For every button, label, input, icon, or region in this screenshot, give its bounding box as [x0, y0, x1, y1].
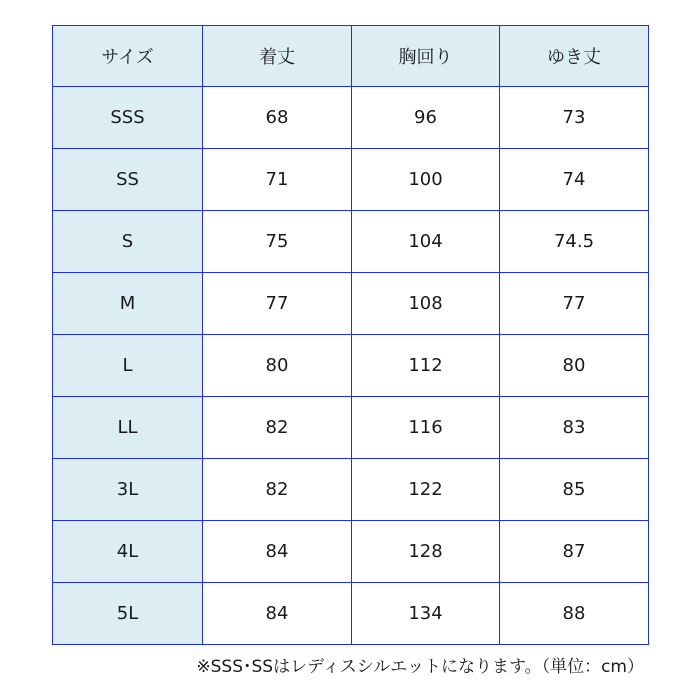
table-row [53, 273, 649, 335]
size-cell: S [53, 211, 203, 273]
table-row [53, 149, 649, 211]
size-cell: SSS [53, 87, 203, 149]
header-size: サイズ [53, 26, 203, 87]
length-cell: 82 [203, 459, 352, 521]
length-cell: 71 [203, 149, 352, 211]
length-cell: 84 [203, 521, 352, 583]
chest-cell: 96 [352, 87, 500, 149]
header-length: 着丈 [203, 26, 352, 87]
size-cell: 5L [53, 583, 203, 645]
table-row [53, 521, 649, 583]
chest-cell: 134 [352, 583, 500, 645]
length-cell: 80 [203, 335, 352, 397]
sleeve-cell: 80 [500, 335, 649, 397]
size-cell: L [53, 335, 203, 397]
sleeve-cell: 74.5 [500, 211, 649, 273]
size-cell: SS [53, 149, 203, 211]
table-body [53, 87, 649, 645]
length-cell: 68 [203, 87, 352, 149]
size-chart-table [52, 25, 649, 645]
chest-cell: 100 [352, 149, 500, 211]
sleeve-cell: 85 [500, 459, 649, 521]
size-cell: 3L [53, 459, 203, 521]
table-header [53, 26, 649, 87]
sleeve-cell: 74 [500, 149, 649, 211]
table-row [53, 583, 649, 645]
header-chest: 胸回り [352, 26, 500, 87]
length-cell: 77 [203, 273, 352, 335]
header-row [53, 26, 649, 87]
sleeve-cell: 77 [500, 273, 649, 335]
length-cell: 84 [203, 583, 352, 645]
chest-cell: 112 [352, 335, 500, 397]
size-cell: LL [53, 397, 203, 459]
length-cell: 82 [203, 397, 352, 459]
sleeve-cell: 88 [500, 583, 649, 645]
chest-cell: 116 [352, 397, 500, 459]
table-row [53, 211, 649, 273]
sleeve-cell: 73 [500, 87, 649, 149]
table-row [53, 87, 649, 149]
sleeve-cell: 83 [500, 397, 649, 459]
footnote: ※SSS･SSはレディスシルエットになります。（単位：cm） [196, 657, 644, 677]
table-row [53, 397, 649, 459]
chest-cell: 108 [352, 273, 500, 335]
table-row [53, 335, 649, 397]
length-cell: 75 [203, 211, 352, 273]
chest-cell: 128 [352, 521, 500, 583]
header-sleeve: ゆき丈 [500, 26, 649, 87]
table-row [53, 459, 649, 521]
chest-cell: 104 [352, 211, 500, 273]
sleeve-cell: 87 [500, 521, 649, 583]
size-cell: M [53, 273, 203, 335]
size-cell: 4L [53, 521, 203, 583]
chest-cell: 122 [352, 459, 500, 521]
